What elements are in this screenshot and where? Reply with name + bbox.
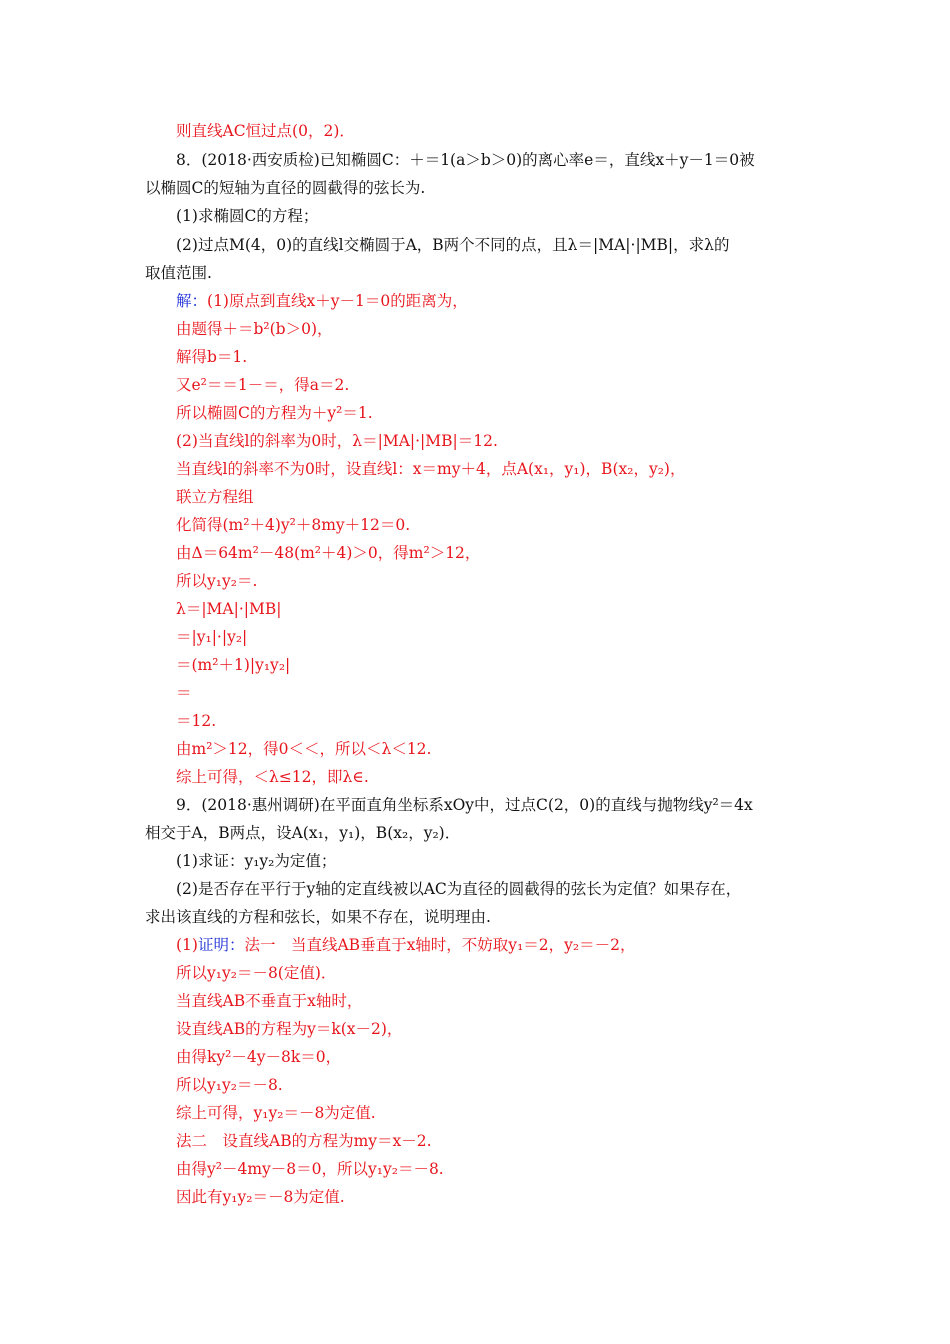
q7-conclusion: 则直线AC恒过点(0，2)． [176,122,355,140]
q9-proof-line: 由得ky²－4y－8k＝0， [176,1048,342,1066]
q9-proof-line: 所以y₁y₂＝－8. [176,1076,283,1094]
q8-solution-line: 解得b＝1. [176,348,248,366]
q8-solution-line: 联立方程组 [176,488,254,506]
q9-proof-line: 当直线AB不垂直于x轴时， [176,992,363,1010]
q8-solution-line: 综上可得，＜λ≤12，即λ∈. [176,768,369,786]
q8-solution-line: 所以y₁y₂＝. [176,572,258,590]
q8-solution-line: ＝12. [176,712,217,730]
q8-solution-line: λ＝|MA|·|MB| [176,600,282,618]
q9-stem-line-1: 9．(2018·惠州调研)在平面直角坐标系xOy中，过点C(2，0)的直线与抛物线y²＝4x [176,796,753,814]
q8-solution-line: 化简得(m²＋4)y²＋8my＋12＝0. [176,516,411,534]
q8-solution-line: 由题得＋＝b²(b＞0)， [176,320,333,338]
q9-proof-line: 综上可得，y₁y₂＝－8为定值. [176,1104,376,1122]
q8-part2-line-1: (2)过点M(4，0)的直线l交椭圆于A，B两个不同的点，且λ＝|MA|·|MB|，求λ的 [176,236,730,254]
q8-solution-line-1 [176,291,468,311]
q8-stem-line-1: 8．(2018·西安质检)已知椭圆C：＋＝1(a＞b＞0)的离心率e＝，直线x＋y－1＝0被 [176,151,755,169]
q9-proof-line: 设直线AB的方程为y＝k(x－2)， [176,1020,403,1038]
q9-proof-line: 所以y₁y₂＝－8(定值)． [176,964,337,982]
proof-text: 法一 当直线AB垂直于x轴时，不妨取y₁＝2，y₂＝－2， [244,936,636,954]
q9-proof-line: 因此有y₁y₂＝－8为定值. [176,1188,345,1206]
q8-solution-line: 所以椭圆C的方程为＋y²＝1. [176,404,373,422]
solution-text: (1)原点到直线x＋y－1＝0的距离为， [207,292,468,310]
q9-part1: (1)求证：y₁y₂为定值； [176,852,337,870]
q8-solution-line: 由m²＞12，得0＜＜，所以＜λ＜12. [176,740,432,758]
q8-solution-line: ＝|y₁|·|y₂| [176,628,248,646]
q9-stem-line-2: 相交于A，B两点，设A(x₁，y₁)，B(x₂，y₂)． [145,824,461,842]
q9-proof-line: 法二 设直线AB的方程为my＝x－2. [176,1132,432,1150]
q9-proof-line-1 [176,935,635,955]
q8-part2-line-2: 取值范围. [145,264,212,282]
q9-part2-line-1: (2)是否存在平行于y轴的定直线被以AC为直径的圆截得的弦长为定值？如果存在， [176,880,742,898]
proof-label: 证明： [197,936,245,954]
q9-proof-line: 由得y²－4my－8＝0，所以y₁y₂＝－8. [176,1160,444,1178]
proof-prefix: (1) [176,936,198,954]
q8-solution-line: ＝(m²＋1)|y₁y₂| [176,656,291,674]
q8-part1: (1)求椭圆C的方程； [176,207,319,225]
solution-label: 解： [176,292,208,310]
q8-solution-line: 当直线l的斜率不为0时，设直线l：x＝my＋4，点A(x₁，y₁)，B(x₂，y₂)， [176,460,686,478]
q8-solution-line: 由Δ＝64m²－48(m²＋4)＞0，得m²＞12， [176,544,481,562]
q8-solution-line: 又e²＝＝1－＝，得a＝2. [176,376,350,394]
q8-solution-line: ＝ [176,684,192,702]
q8-stem-line-2: 以椭圆C的短轴为直径的圆截得的弦长为. [145,179,426,197]
q8-solution-line: (2)当直线l的斜率为0时，λ＝|MA|·|MB|＝12. [176,432,498,450]
q9-part2-line-2: 求出该直线的方程和弦长，如果不存在，说明理由. [145,908,491,926]
